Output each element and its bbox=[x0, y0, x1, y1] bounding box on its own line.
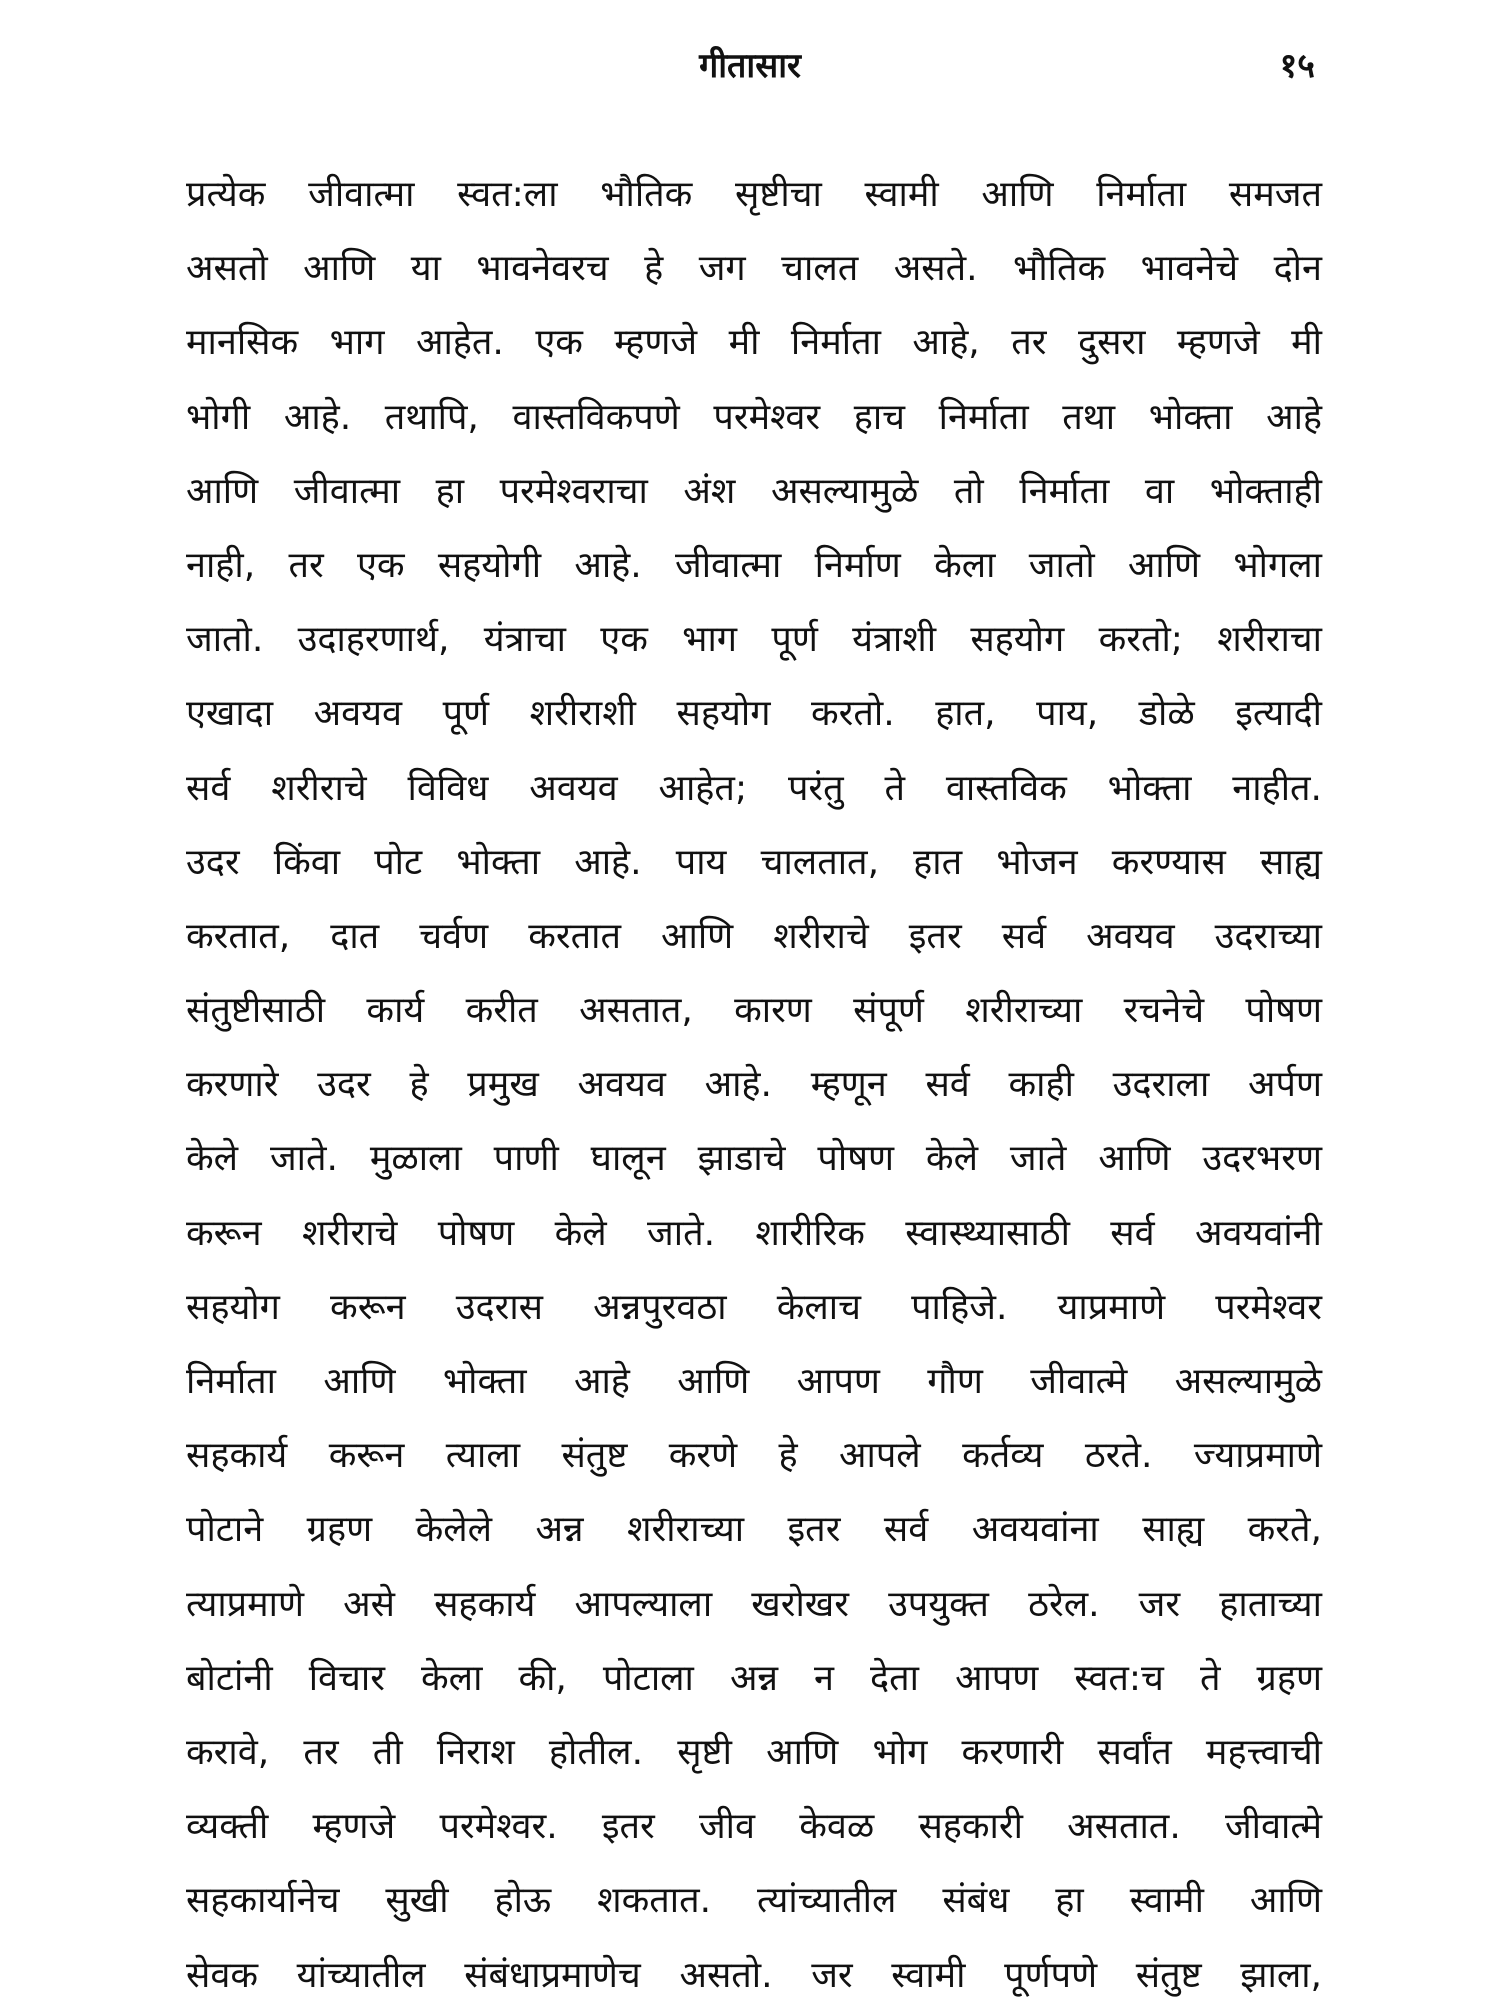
text-line: सेवक यांच्यातील संबंधाप्रमाणेच असतो. जर स्वामी पूर्णपणे संतुष्ट झाला, bbox=[186, 1954, 1322, 1996]
text-line: भोगी आहे. तथापि, वास्तविकपणे परमेश्वर हाच निर्माता तथा भोक्ता आहे bbox=[186, 396, 1322, 438]
text-line: प्रत्येक जीवात्मा स्वत:ला भौतिक सृष्टीचा स्वामी आणि निर्माता समजत bbox=[186, 174, 1322, 215]
text-line: नाही, तर एक सहयोगी आहे. जीवात्मा निर्माण केला जातो आणि भोगला bbox=[186, 544, 1322, 586]
text-line: करणारे उदर हे प्रमुख अवयव आहे. म्हणून सर्व काही उदराला अर्पण bbox=[186, 1064, 1322, 1106]
body-paragraph bbox=[186, 158, 1322, 2013]
text-line: जातो. उदाहरणार्थ, यंत्राचा एक भाग पूर्ण यंत्राशी सहयोग करतो; शरीराचा bbox=[186, 619, 1322, 661]
text-line: सर्व शरीराचे विविध अवयव आहेत; परंतु ते वास्तविक भोक्ता नाहीत. bbox=[186, 767, 1322, 809]
page-number: १५ bbox=[1279, 46, 1315, 86]
running-title: गीतासार bbox=[699, 46, 801, 86]
text-line: त्याप्रमाणे असे सहकार्य आपल्याला खरोखर उपयुक्त ठरेल. जर हाताच्या bbox=[186, 1583, 1322, 1625]
text-line: व्यक्ती म्हणजे परमेश्वर. इतर जीव केवळ सहकारी असतात. जीवात्मे bbox=[186, 1806, 1322, 1848]
text-line: पोटाने ग्रहण केलेले अन्न शरीराच्या इतर सर्व अवयवांना साह्य करते, bbox=[186, 1509, 1322, 1551]
text-line: असतो आणि या भावनेवरच हे जग चालत असते. भौतिक भावनेचे दोन bbox=[186, 248, 1322, 290]
text-line: एखादा अवयव पूर्ण शरीराशी सहयोग करतो. हात, पाय, डोळे इत्यादी bbox=[186, 693, 1322, 735]
text-line: करावे, तर ती निराश होतील. सृष्टी आणि भोग करणारी सर्वांत महत्त्वाची bbox=[186, 1731, 1322, 1773]
text-line: आणि जीवात्मा हा परमेश्वराचा अंश असल्यामुळे तो निर्माता वा भोक्ताही bbox=[186, 470, 1322, 512]
text-line: उदर किंवा पोट भोक्ता आहे. पाय चालतात, हात भोजन करण्यास साह्य bbox=[186, 841, 1322, 883]
text-line: करतात, दात चर्वण करतात आणि शरीराचे इतर सर्व अवयव उदराच्या bbox=[186, 915, 1322, 957]
text-line: बोटांनी विचार केला की, पोटाला अन्न न देता आपण स्वत:च ते ग्रहण bbox=[186, 1657, 1322, 1699]
text-line: करून शरीराचे पोषण केले जाते. शारीरिक स्वास्थ्यासाठी सर्व अवयवांनी bbox=[186, 1212, 1322, 1254]
text-line: मानसिक भाग आहेत. एक म्हणजे मी निर्माता आहे, तर दुसरा म्हणजे मी bbox=[186, 322, 1322, 364]
page-header bbox=[0, 36, 1500, 96]
text-line: निर्माता आणि भोक्ता आहे आणि आपण गौण जीवात्मे असल्यामुळे bbox=[186, 1361, 1322, 1402]
text-line: संतुष्टीसाठी कार्य करीत असतात, कारण संपूर्ण शरीराच्या रचनेचे पोषण bbox=[186, 990, 1322, 1032]
text-line: केले जाते. मुळाला पाणी घालून झाडाचे पोषण केले जाते आणि उदरभरण bbox=[186, 1138, 1322, 1180]
text-line: सहयोग करून उदरास अन्नपुरवठा केलाच पाहिजे. याप्रमाणे परमेश्वर bbox=[186, 1286, 1322, 1328]
text-line: सहकार्यानेच सुखी होऊ शकतात. त्यांच्यातील संबंध हा स्वामी आणि bbox=[186, 1880, 1322, 1922]
text-line: सहकार्य करून त्याला संतुष्ट करणे हे आपले कर्तव्य ठरते. ज्याप्रमाणे bbox=[186, 1435, 1322, 1477]
